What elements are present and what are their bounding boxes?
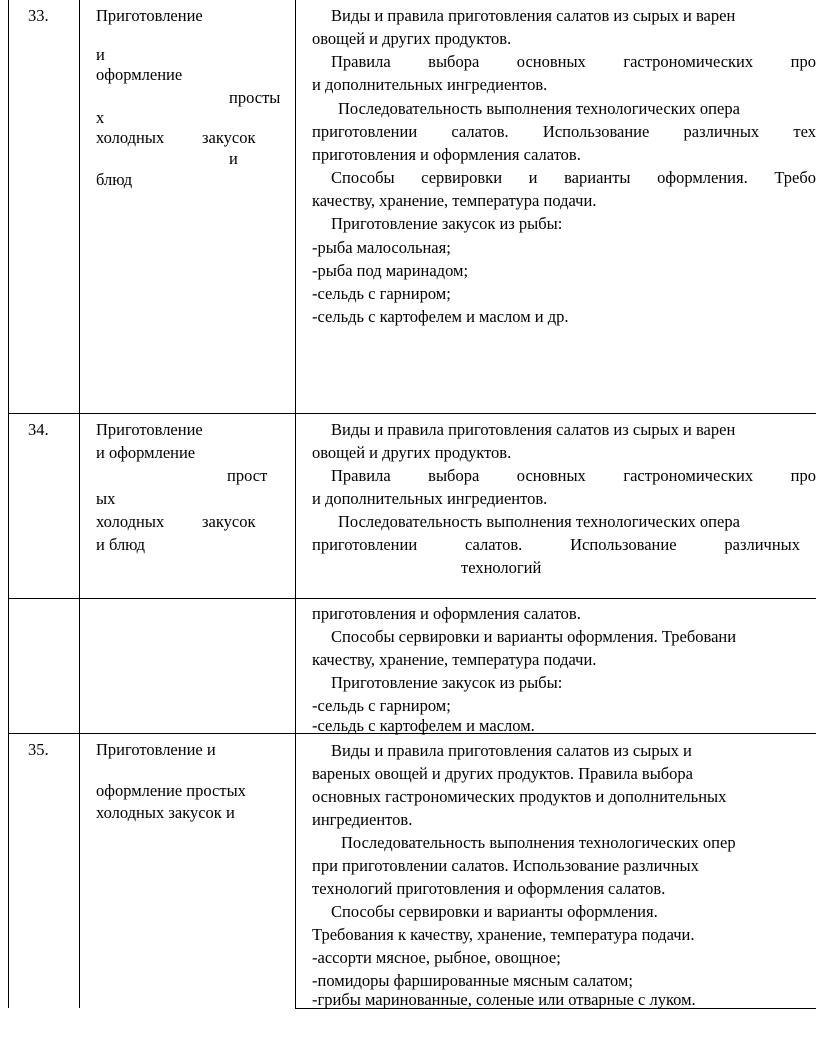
column-divider-1 xyxy=(79,0,80,1008)
content-word: приготовлении xyxy=(312,535,418,554)
content-line: -сельдь с гарниром; xyxy=(312,284,451,303)
content-line: Способы сервировки и варианты оформления. Требовани xyxy=(331,627,737,646)
topic-line: и блюд xyxy=(96,535,146,554)
content-word: салатов. xyxy=(451,122,509,141)
content-line: качеству, хранение, температура подачи. xyxy=(312,650,597,669)
content-word: про xyxy=(790,52,816,71)
topic-line: закусок xyxy=(202,128,256,147)
topic-line: ых xyxy=(96,489,116,508)
content-line: Виды и правила приготовления салатов из сырых и варен xyxy=(331,6,736,25)
topic-line: и xyxy=(229,149,238,168)
content-line: -сельдь с гарниром; xyxy=(312,696,451,715)
content-word: Требо xyxy=(774,168,816,187)
content-line: Виды и правила приготовления салатов из сырых и варен xyxy=(331,420,736,439)
content-line: и дополнительных ингредиентов. xyxy=(312,489,548,508)
column-divider-2 xyxy=(295,0,296,1008)
content-word: гастрономических xyxy=(623,52,754,71)
content-line xyxy=(331,50,816,74)
content-line: приготовления и оформления салатов. xyxy=(312,604,581,623)
content-word: Правила xyxy=(331,466,391,485)
topic-line: холодных xyxy=(96,512,165,531)
content-word: различных xyxy=(683,122,760,141)
topic-line: закусок xyxy=(202,512,256,531)
topic-line: Приготовление xyxy=(96,6,203,25)
content-line: -сельдь с картофелем и маслом и др. xyxy=(312,307,569,326)
content-word: про xyxy=(790,466,816,485)
content-line: Приготовление закусок из рыбы: xyxy=(331,673,563,692)
row-number: 34. xyxy=(28,420,49,439)
content-word: и xyxy=(528,168,538,187)
content-line: и дополнительных ингредиентов. xyxy=(312,75,548,94)
content-line: -рыба малосольная; xyxy=(312,238,451,257)
content-line: ингредиентов. xyxy=(312,810,413,829)
content-line: Виды и правила приготовления салатов из сырых и xyxy=(331,741,692,760)
content-word: Использование xyxy=(542,122,650,141)
topic-line: х xyxy=(96,108,105,127)
content-line xyxy=(312,533,800,557)
content-line xyxy=(331,464,816,488)
content-line: -сельдь с картофелем и маслом. xyxy=(312,716,535,735)
content-line: -рыба под маринадом; xyxy=(312,261,469,280)
row-number: 33. xyxy=(28,6,49,25)
row-divider-1 xyxy=(8,413,816,414)
content-line: овощей и других продуктов. xyxy=(312,29,512,48)
content-word: Способы xyxy=(331,168,395,187)
topic-line: блюд xyxy=(96,170,133,189)
content-word: оформления. xyxy=(657,168,748,187)
content-line: Способы сервировки и варианты оформления. xyxy=(331,902,658,921)
row-divider-2 xyxy=(8,598,816,599)
topic-line: прост xyxy=(227,466,268,485)
table-border-left xyxy=(8,0,9,1008)
content-line: -грибы маринованные, соленые или отварные с луком. xyxy=(312,990,696,1009)
topic-line: и оформление xyxy=(96,443,196,462)
topic-line: Приготовление и xyxy=(96,740,216,759)
content-line: -помидоры фаршированные мясным салатом; xyxy=(312,971,633,990)
content-line: овощей и других продуктов. xyxy=(312,443,512,462)
content-word: выбора xyxy=(428,52,480,71)
topic-line: оформление xyxy=(96,65,183,84)
content-line: технологий xyxy=(461,558,542,577)
content-line: Последовательность выполнения технологических опера xyxy=(338,99,740,118)
content-word: различных xyxy=(724,535,800,554)
content-word: основных xyxy=(516,466,586,485)
content-line xyxy=(312,120,816,144)
content-word: Правила xyxy=(331,52,391,71)
content-word: приготовлении xyxy=(312,122,418,141)
content-line: Последовательность выполнения технологических опера xyxy=(338,512,740,531)
topic-line: холодных xyxy=(96,128,165,147)
content-line: -ассорти мясное, рыбное, овощное; xyxy=(312,948,561,967)
content-word: выбора xyxy=(428,466,480,485)
content-line xyxy=(331,166,816,190)
content-line: вареных овощей и других продуктов. Правила выбора xyxy=(312,764,693,783)
content-line: основных гастрономических продуктов и дополнительных xyxy=(312,787,727,806)
topic-line: просты xyxy=(229,88,281,107)
content-word: гастрономических xyxy=(623,466,754,485)
content-line: Последовательность выполнения технологических опер xyxy=(341,833,736,852)
content-word: тех xyxy=(793,122,816,141)
row-number: 35. xyxy=(28,740,49,759)
content-word: Использование xyxy=(570,535,677,554)
content-line: качеству, хранение, температура подачи. xyxy=(312,191,597,210)
content-line: приготовления и оформления салатов. xyxy=(312,145,581,164)
topic-line: оформление простых xyxy=(96,781,246,800)
content-word: основных xyxy=(516,52,586,71)
topic-line: и xyxy=(96,45,105,64)
content-line: при приготовлении салатов. Использование различных xyxy=(312,856,699,875)
content-line: Приготовление закусок из рыбы: xyxy=(331,214,563,233)
content-line: технологий приготовления и оформления салатов. xyxy=(312,879,666,898)
content-word: салатов. xyxy=(465,535,523,554)
content-word: сервировки xyxy=(421,168,503,187)
topic-line: Приготовление xyxy=(96,420,203,439)
content-word: варианты xyxy=(564,168,631,187)
content-line: Требования к качеству, хранение, температура подачи. xyxy=(312,925,695,944)
topic-line: холодных закусок и xyxy=(96,803,235,822)
